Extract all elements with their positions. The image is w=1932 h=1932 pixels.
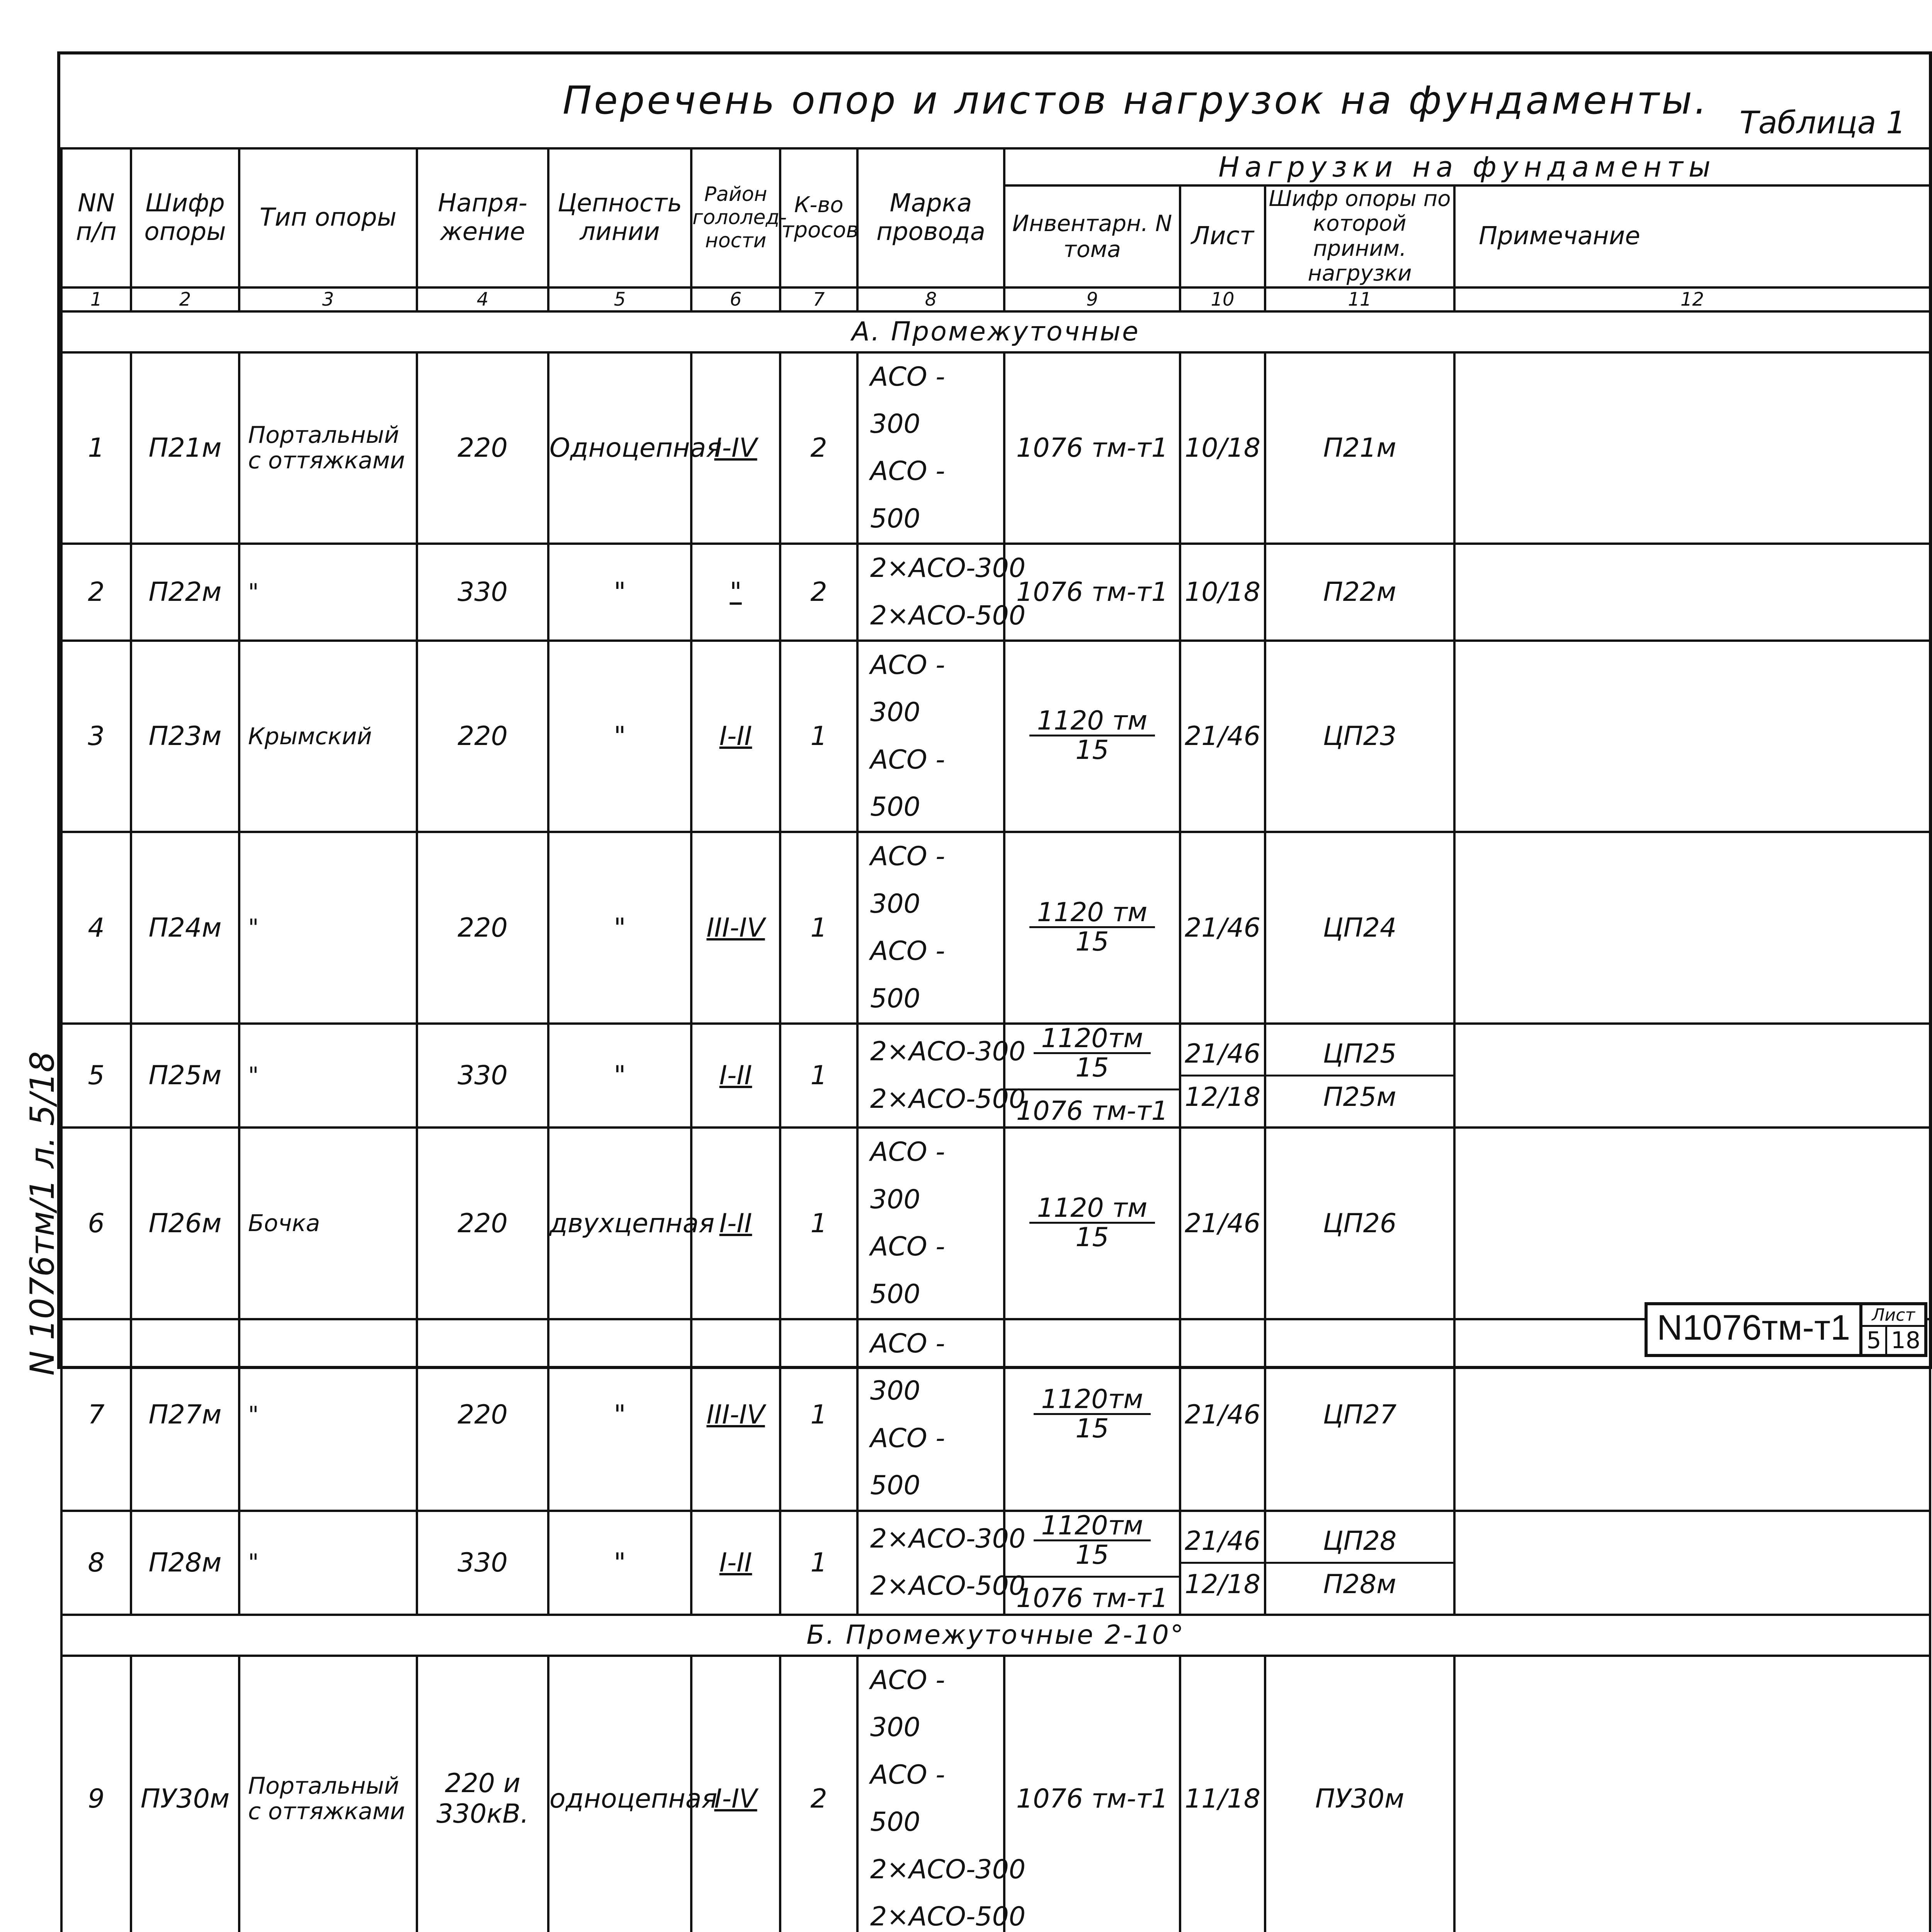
volume-fraction	[1034, 1512, 1151, 1569]
cell-nn: 1	[61, 352, 131, 544]
sheet-value: 21/46	[1185, 912, 1260, 943]
sheet-value: 10/18	[1185, 577, 1260, 608]
ref-value: ПУ30м	[1315, 1783, 1405, 1814]
cell-wire	[857, 1511, 1026, 1615]
cell-nn: 4	[61, 832, 131, 1024]
volume-fraction	[1029, 707, 1155, 764]
cell-cables: 1	[780, 1511, 857, 1615]
ref-value: ЦП23	[1323, 721, 1397, 752]
cell-circuit: "	[548, 832, 691, 1024]
header-code: Шифр опоры	[131, 148, 239, 287]
stamp-sheet-box	[1862, 1305, 1924, 1354]
volume-fraction	[1034, 1386, 1151, 1443]
section-row	[61, 311, 1930, 352]
cell-type: "	[239, 544, 417, 641]
cell-sheet	[1180, 544, 1265, 641]
stamp-sheet: 5	[1862, 1327, 1887, 1354]
cell-nn: 5	[61, 1024, 131, 1128]
volume-numerator: 1120 тм	[1029, 899, 1155, 928]
header-wire: Марка провода	[857, 148, 1004, 287]
sheet-value: 21/46	[1181, 1526, 1264, 1564]
cell-circuit: "	[548, 641, 691, 832]
column-number: 11	[1265, 287, 1454, 311]
cell-code: П27м	[131, 1319, 239, 1511]
cell-nn: 2	[61, 544, 131, 641]
volume-denominator: 15	[1075, 926, 1109, 957]
volume-denominator: 15	[1075, 1053, 1109, 1083]
table-row	[61, 641, 1930, 832]
cell-type: "	[239, 832, 417, 1024]
cell-volume	[1004, 544, 1180, 641]
cell-volume	[1004, 352, 1180, 544]
cell-ref	[1265, 1319, 1454, 1511]
cell-ice: "	[691, 544, 780, 641]
column-number: 5	[548, 287, 691, 311]
header-note: Примечание	[1454, 185, 1930, 287]
cell-note	[1454, 544, 1930, 641]
column-number-row	[61, 287, 1930, 311]
table-row	[61, 1511, 1930, 1615]
cell-note	[1454, 1511, 1930, 1615]
cell-circuit: Одноцепная	[548, 352, 691, 544]
cell-ref	[1265, 544, 1454, 641]
cell-nn: 3	[61, 641, 131, 832]
cell-type: Крымский	[239, 641, 417, 832]
wire-mark: АСО - 500	[870, 1423, 945, 1501]
cell-cables: 1	[780, 1024, 857, 1128]
header-ice: Район гололед- ности	[691, 148, 780, 287]
volume-denominator: 15	[1075, 735, 1109, 766]
column-number: 4	[417, 287, 548, 311]
margin-note: N 1076тм/1 л. 5/18	[23, 1051, 62, 1376]
cell-voltage: 220	[417, 832, 548, 1024]
cell-nn: 9	[61, 1656, 131, 1932]
wire-mark: АСО - 300	[870, 1665, 945, 1743]
cell-cables: 2	[780, 1656, 857, 1932]
table-row	[61, 1024, 1930, 1128]
sheet-value: 10/18	[1185, 432, 1260, 463]
cell-code: П25м	[131, 1024, 239, 1128]
ref-value: П21м	[1323, 432, 1396, 463]
wire-mark: 2×АСО-300	[870, 1036, 1026, 1067]
header-ref-code: Шифр опоры по которой приним. нагрузки	[1265, 185, 1454, 287]
ref-value-alt: П25м	[1323, 1082, 1396, 1113]
wire-mark: 2×АСО-300	[870, 553, 1026, 584]
cell-ref	[1265, 352, 1454, 544]
cell-volume	[1004, 1128, 1180, 1319]
table-row	[61, 1128, 1930, 1319]
cell-ref	[1265, 1656, 1454, 1932]
cell-type: Портальный с оттяжками	[239, 352, 417, 544]
wire-mark: 2×АСО-300	[870, 1854, 1026, 1885]
table-body	[61, 311, 1930, 1932]
column-number: 8	[857, 287, 1004, 311]
cell-code: П28м	[131, 1511, 239, 1615]
document-sheet	[57, 51, 1932, 1932]
table-row	[61, 832, 1930, 1024]
sheet-value: 11/18	[1185, 1783, 1260, 1814]
cell-voltage: 220	[417, 1319, 548, 1511]
cell-nn: 8	[61, 1511, 131, 1615]
ref-value: ЦП25	[1266, 1039, 1453, 1077]
cell-wire	[857, 544, 1026, 641]
cell-type: Бочка	[239, 1128, 417, 1319]
header-sheet: Лист	[1180, 185, 1265, 287]
cell-note	[1454, 641, 1930, 832]
wire-mark: 2×АСО-500	[870, 1901, 1026, 1932]
cell-sheet	[1180, 1656, 1265, 1932]
wire-mark: АСО - 500	[870, 1759, 945, 1838]
cell-circuit: "	[548, 1319, 691, 1511]
cell-ice: I-II	[691, 1024, 780, 1128]
cell-nn: 6	[61, 1128, 131, 1319]
wire-mark: АСО - 300	[870, 1328, 945, 1406]
cell-wire	[857, 641, 1004, 832]
header-circuit: Цепность линии	[548, 148, 691, 287]
cell-cables: 2	[780, 544, 857, 641]
volume-fraction	[1029, 1194, 1155, 1252]
cell-volume	[1004, 1319, 1180, 1511]
table-row	[61, 352, 1930, 544]
cell-ice: I-II	[691, 1128, 780, 1319]
volume-denominator: 15	[1075, 1222, 1109, 1253]
header-loads-group: Нагрузки на фундаменты	[1004, 148, 1930, 185]
cell-ref	[1265, 1024, 1454, 1128]
cell-volume	[1004, 1656, 1180, 1932]
cell-wire	[857, 832, 1004, 1024]
cell-code: П21м	[131, 352, 239, 544]
cell-ref	[1265, 832, 1454, 1024]
ref-value: ЦП28	[1266, 1526, 1453, 1564]
wire-mark: АСО - 300	[870, 841, 945, 919]
cell-sheet	[1180, 832, 1265, 1024]
volume-denominator: 15	[1075, 1539, 1109, 1570]
cell-volume	[1004, 832, 1180, 1024]
ref-value: П22м	[1323, 577, 1396, 608]
ref-value: ЦП26	[1323, 1208, 1397, 1239]
column-number: 7	[780, 287, 857, 311]
cell-circuit: одноцепная	[548, 1656, 691, 1932]
ref-value-alt: П28м	[1323, 1569, 1396, 1600]
cell-voltage: 220 и 330кВ.	[417, 1656, 548, 1932]
volume-numerator: 1120тм	[1034, 1025, 1151, 1054]
cell-cables: 1	[780, 1128, 857, 1319]
sheet-value-alt: 12/18	[1185, 1569, 1260, 1600]
wire-mark: 2×АСО-500	[870, 1083, 1026, 1114]
cell-voltage: 220	[417, 641, 548, 832]
cell-type: "	[239, 1024, 417, 1128]
volume-value: 1076 тм-т1	[1016, 1783, 1168, 1814]
volume-denominator: 15	[1075, 1413, 1109, 1444]
cell-ice: III-IV	[691, 832, 780, 1024]
header-cables: К-во тросов	[780, 148, 857, 287]
volume-fraction	[1029, 899, 1155, 956]
cell-code: П22м	[131, 544, 239, 641]
column-number: 9	[1004, 287, 1180, 311]
cell-type: "	[239, 1319, 417, 1511]
header-nn: NN п/п	[61, 148, 131, 287]
cell-cables: 1	[780, 832, 857, 1024]
cell-ref	[1265, 1128, 1454, 1319]
cell-ice: I-IV	[691, 1656, 780, 1932]
loads-table	[60, 147, 1931, 1932]
cell-cables: 2	[780, 352, 857, 544]
cell-circuit: "	[548, 1024, 691, 1128]
section-title: А. Промежуточные	[61, 311, 1930, 352]
cell-circuit: "	[548, 1511, 691, 1615]
cell-note	[1454, 352, 1930, 544]
sheet-value: 21/46	[1185, 1400, 1260, 1430]
cell-note	[1454, 832, 1930, 1024]
cell-sheet	[1180, 1511, 1265, 1615]
cell-code: П23м	[131, 641, 239, 832]
volume-value-alt: 1076 тм-т1	[1016, 1096, 1168, 1127]
header-type: Тип опоры	[239, 148, 417, 287]
stamp-sheet-label: Лист	[1862, 1305, 1924, 1327]
cell-cables: 1	[780, 641, 857, 832]
volume-numerator: 1120 тм	[1029, 707, 1155, 736]
cell-type: "	[239, 1511, 417, 1615]
sheet-stamp	[1645, 1302, 1927, 1357]
document-title: Перечень опор и листов нагрузок на фундаменты.	[563, 78, 1709, 123]
header-voltage: Напря- жение	[417, 148, 548, 287]
cell-voltage: 330	[417, 1024, 548, 1128]
stamp-sheets-total: 18	[1891, 1327, 1920, 1354]
cell-note	[1454, 1128, 1930, 1319]
sheet-value: 21/46	[1181, 1039, 1264, 1077]
cell-circuit: двухцепная	[548, 1128, 691, 1319]
column-number: 12	[1454, 287, 1930, 311]
wire-mark: АСО - 500	[870, 456, 945, 534]
cell-sheet	[1180, 1319, 1265, 1511]
table-row	[61, 544, 1930, 641]
sheet-value: 21/46	[1185, 1208, 1260, 1239]
volume-value-alt: 1076 тм-т1	[1016, 1583, 1168, 1614]
volume-numerator: 1120тм	[1034, 1512, 1151, 1541]
cell-note	[1454, 1656, 1930, 1932]
volume-value: 1076 тм-т1	[1016, 432, 1168, 463]
cell-ref	[1265, 641, 1454, 832]
section-title: Б. Промежуточные 2-10°	[61, 1615, 1930, 1656]
table-row	[61, 1656, 1930, 1932]
wire-mark: 2×АСО-300	[870, 1523, 1026, 1554]
cell-voltage: 220	[417, 352, 548, 544]
cell-sheet	[1180, 1128, 1265, 1319]
cell-sheet	[1180, 352, 1265, 544]
cell-code: П24м	[131, 832, 239, 1024]
cell-voltage: 220	[417, 1128, 548, 1319]
cell-ice: I-II	[691, 1511, 780, 1615]
volume-numerator: 1120 тм	[1029, 1194, 1155, 1224]
column-number: 6	[691, 287, 780, 311]
sheet-value: 21/46	[1185, 721, 1260, 752]
cell-sheet	[1180, 1024, 1265, 1128]
wire-mark: АСО - 500	[870, 936, 945, 1014]
header-volume: Инвентарн. N тома	[1004, 185, 1180, 287]
column-number: 1	[61, 287, 131, 311]
sheet-value-alt: 12/18	[1185, 1082, 1260, 1113]
volume-value: 1076 тм-т1	[1016, 577, 1168, 608]
column-number: 3	[239, 287, 417, 311]
volume-fraction	[1034, 1025, 1151, 1082]
cell-ref	[1265, 1511, 1454, 1615]
cell-wire	[857, 1128, 1004, 1319]
wire-mark: АСО - 500	[870, 744, 945, 823]
wire-mark: АСО - 500	[870, 1231, 945, 1310]
cell-code: П26м	[131, 1128, 239, 1319]
cell-wire	[857, 1024, 1026, 1128]
cell-volume	[1004, 1024, 1180, 1128]
cell-ice: III-IV	[691, 1319, 780, 1511]
cell-voltage: 330	[417, 1511, 548, 1615]
column-number: 10	[1180, 287, 1265, 311]
cell-note	[1454, 1024, 1930, 1128]
section-row	[61, 1615, 1930, 1656]
cell-code: ПУ30м	[131, 1656, 239, 1932]
cell-wire	[857, 1656, 1026, 1932]
cell-volume	[1004, 641, 1180, 832]
wire-mark: АСО - 300	[870, 650, 945, 728]
stamp-code: N1076тм-т1	[1648, 1305, 1862, 1354]
wire-mark: АСО - 300	[870, 1137, 945, 1215]
cell-type: Портальный с оттяжками	[239, 1656, 417, 1932]
ref-value: ЦП24	[1323, 912, 1397, 943]
wire-mark: АСО - 300	[870, 361, 945, 439]
cell-cables: 1	[780, 1319, 857, 1511]
cell-volume	[1004, 1511, 1180, 1615]
ref-value: ЦП27	[1323, 1400, 1397, 1430]
cell-ice: I-IV	[691, 352, 780, 544]
volume-numerator: 1120тм	[1034, 1386, 1151, 1415]
cell-circuit: "	[548, 544, 691, 641]
wire-mark: 2×АСО-500	[870, 1571, 1026, 1602]
table-label: Таблица 1	[1739, 105, 1906, 141]
stamp-sheet-number	[1862, 1327, 1924, 1354]
cell-wire	[857, 352, 1004, 544]
cell-ice: I-II	[691, 641, 780, 832]
cell-nn: 7	[61, 1319, 131, 1511]
cell-voltage: 330	[417, 544, 548, 641]
wire-mark: 2×АСО-500	[870, 600, 1026, 631]
cell-sheet	[1180, 641, 1265, 832]
column-number: 2	[131, 287, 239, 311]
cell-wire	[857, 1319, 1004, 1511]
